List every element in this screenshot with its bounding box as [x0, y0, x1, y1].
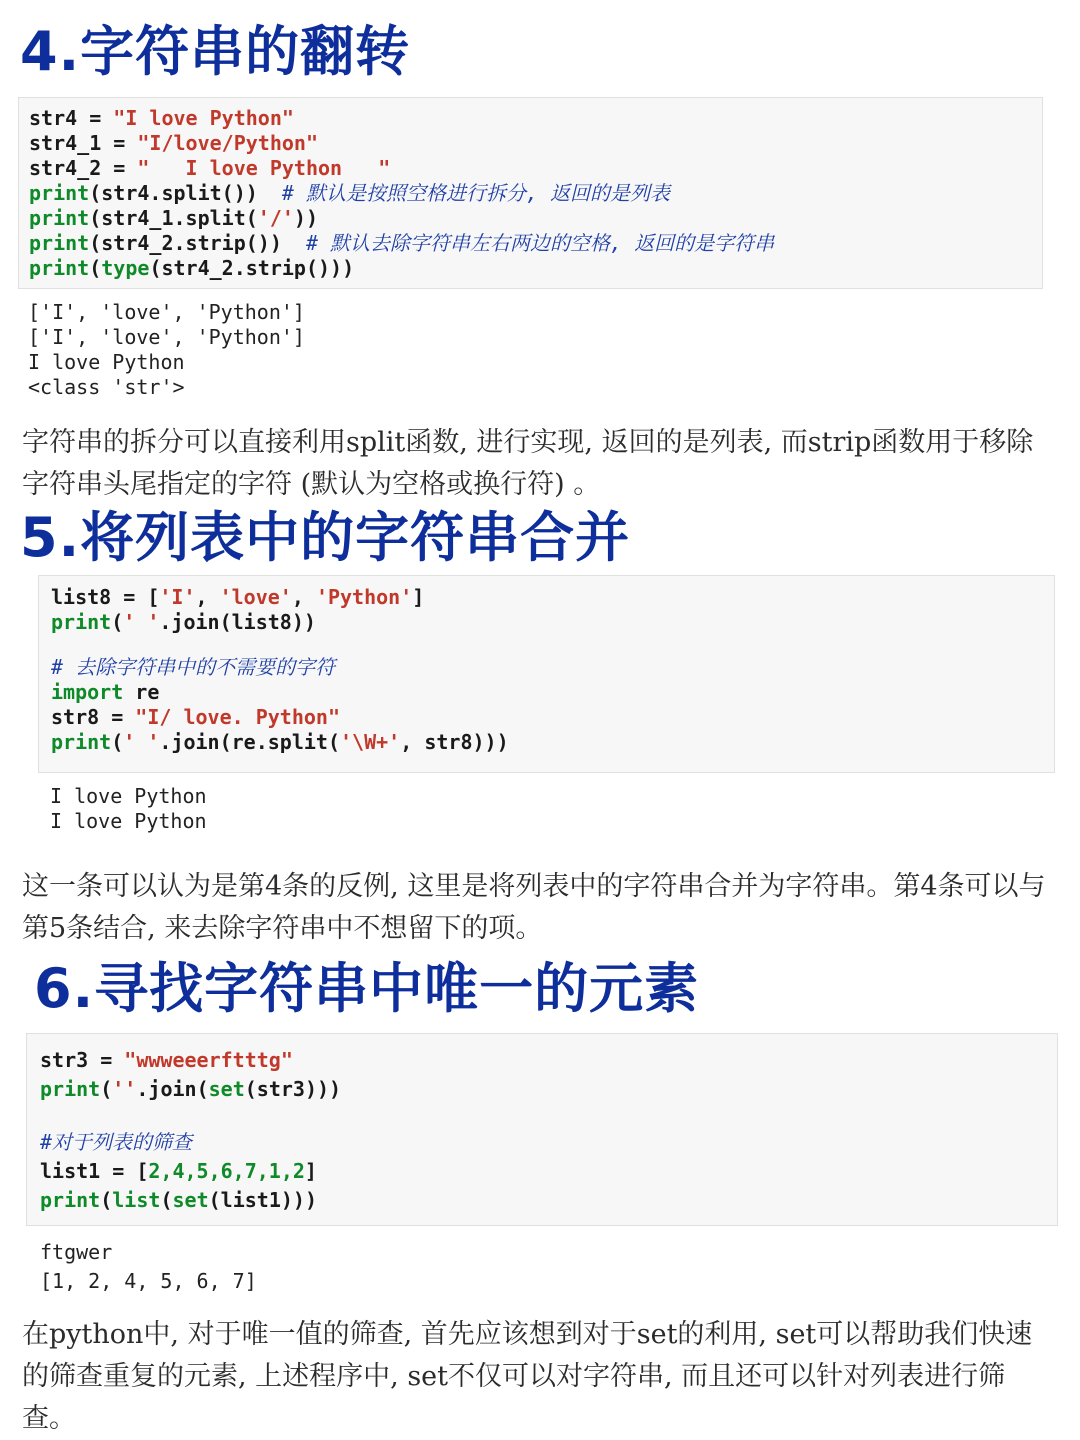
output-line: I love Python [50, 809, 207, 833]
code-line: import re [51, 680, 160, 704]
code-line: print(type(str4_2.strip())) [29, 256, 355, 280]
code-line: str4 = "I love Python" [29, 106, 294, 130]
code-line: print(' '.join(re.split('\W+', str8))) [51, 730, 509, 754]
section-6-description: 在python中, 对于唯一值的筛查, 首先应该想到对于set的利用, set可以帮助我们快速的筛查重复的元素, 上述程序中, set不仅可以对字符串, 而且还可以针对列表进行筛查。 [22, 1319, 1033, 1434]
code-line: #对于列表的筛查 [40, 1130, 193, 1154]
output-line: ['I', 'love', 'Python'] [28, 325, 305, 349]
code-line: list8 = ['I', 'love', 'Python'] [51, 585, 425, 609]
output-block-5 [50, 784, 207, 834]
blank-line [51, 635, 1054, 655]
blank-line [40, 1104, 1057, 1128]
code-line: print(' '.join(list8)) [51, 610, 316, 634]
code-line: print(str4_1.split('/')) [29, 206, 319, 230]
output-line: I love Python [50, 784, 207, 808]
code-line: str4_2 = " I love Python " [29, 156, 391, 180]
section-5-title: 5.将列表中的字符串合并 [20, 506, 631, 569]
output-line: [1, 2, 4, 5, 6, 7] [40, 1269, 257, 1293]
code-line: str3 = "wwweeerftttg" [40, 1048, 293, 1072]
code-line: print(str4.split()) # 默认是按照空格进行拆分, 返回的是列表 [29, 181, 671, 205]
output-block-6 [40, 1238, 257, 1296]
output-line: I love Python [28, 350, 185, 374]
output-line: <class 'str'> [28, 375, 185, 399]
section-4-title: 4.字符串的翻转 [20, 20, 411, 83]
section-4-description: 字符串的拆分可以直接利用split函数, 进行实现, 返回的是列表, 而strip函数用于移除字符串头尾指定的字符 (默认为空格或换行符) 。 [22, 427, 1034, 500]
code-line: str4_1 = "I/love/Python" [29, 131, 318, 155]
code-cell-6 [26, 1033, 1058, 1226]
code-line: print(''.join(set(str3))) [40, 1077, 342, 1101]
code-line: # 去除字符串中的不需要的字符 [51, 655, 336, 679]
section-5-description: 这一条可以认为是第4条的反例, 这里是将列表中的字符串合并为字符串。第4条可以与第5条结合, 来去除字符串中不想留下的项。 [22, 871, 1046, 944]
output-line: ftgwer [40, 1240, 113, 1264]
code-line: print(list(set(list1))) [40, 1188, 317, 1212]
output-block-4 [28, 300, 305, 400]
code-cell-4 [18, 97, 1043, 289]
code-line: str8 = "I/ love. Python" [51, 705, 340, 729]
code-line: list1 = [2,4,5,6,7,1,2] [40, 1159, 317, 1183]
code-line: print(str4_2.strip()) # 默认去除字符串左右两边的空格, 返回的是字符串 [29, 231, 775, 255]
code-cell-5 [38, 575, 1055, 773]
output-line: ['I', 'love', 'Python'] [28, 300, 305, 324]
section-6-title: 6.寻找字符串中唯一的元素 [34, 957, 700, 1020]
